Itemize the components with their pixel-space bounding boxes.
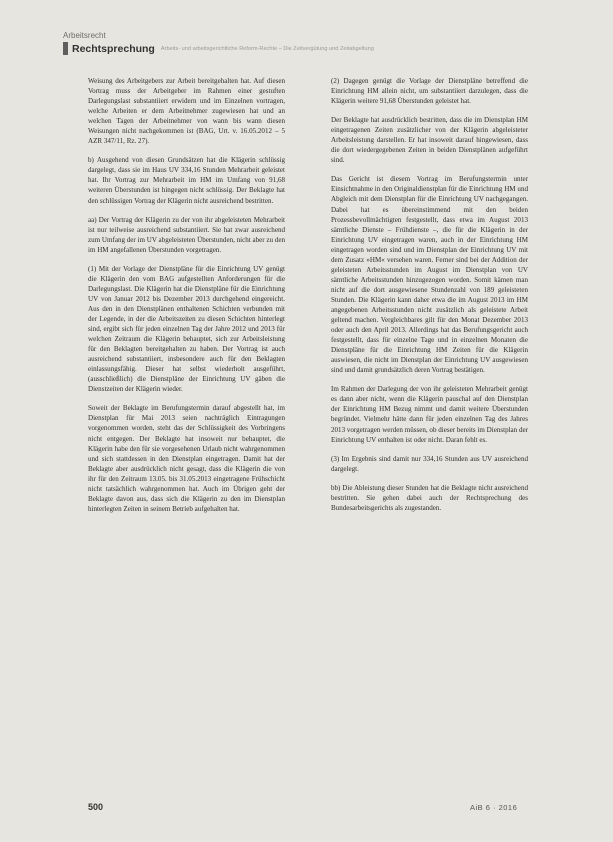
running-header bbox=[63, 42, 556, 55]
paragraph: bb) Die Ableistung dieser Stunden hat die Beklagte nicht ausreichend bestritten. Sie gehen dabei auch der Rechtsprechung des Bundesarbeitsgerichts als zugestanden. bbox=[331, 483, 528, 512]
left-column bbox=[88, 76, 285, 523]
right-column bbox=[331, 76, 528, 522]
paragraph: (2) Dagegen genügt die Vorlage der Dienstpläne betreffend die Einrichtung HM allein nicht, um substantiiert darzulegen, dass die Klägerin weitere 91,68 Überstunden geleistet hat. bbox=[331, 77, 528, 106]
paragraph: Soweit der Beklagte im Berufungstermin darauf abgestellt hat, im Dienstplan für Mai 2013 seien nachträglich Eintragungen vorgenommen worden, steht das der Schlüssigkeit des Vorbringens nicht entgegen. Der Beklagte hat insoweit nur behauptet, die Klägerin habe den für sie vorgesehenen Urlaub nicht wahrgenommen und sich stattdessen in den Dienstplan eingetragen. Damit hat der Beklagte aber ausdrücklich nicht gesagt, dass die Klägerin die von ihr für den Zeitraum 13.05. bis 31.05.2013 eingetragene Frühschicht nicht tatsächlich wahrgenommen hat. Auch im Übrigen geht der Beklagte davon aus, dass sich die Klägerin zu den im Dienstplan hinterlegten Zeiten in seinem Betrieb aufgehalten hat. bbox=[88, 404, 285, 513]
page-number: 500 bbox=[88, 802, 104, 812]
paragraph: (3) Im Ergebnis sind damit nur 334,16 Stunden aus UV ausreichend dargelegt. bbox=[331, 454, 528, 473]
header-title: Rechtsprechung bbox=[72, 42, 155, 55]
paragraph: (1) Mit der Vorlage der Dienstpläne für die Einrichtung UV genügt die Klägerin den vom BAG aufgestellten Anforderungen für die Darlegungslast. Die Klägerin hat die Dienstpläne für die Einrichtung UV von Januar 2012 bis Dezember 2013 durchgehend eingereicht. Aus den in den Dienstplänen enthaltenen Schichten verbunden mit der Legende, in der die Arbeitszeiten zu diesen Schichten hinterlegt sind, ergibt sich für jeden einzelnen Tag der Jahre 2012 und 2013 für welchen Zeitraum die Klägerin behauptet, sich zur Arbeitsleistung für den Beklagten bereitgehalten zu haben. Der Vortrag ist auch ausreichend substantiiert, insbesondere auch für den Beklagten einlassungsfähig. Dieser hat selbst wiederholt ausgeführt, (ausschließlich) die Dienstpläne der Einrichtung UV gäben die Dienstzeiten der Klägerin wieder. bbox=[88, 264, 285, 394]
paragraph: Das Gericht ist diesem Vortrag im Berufungstermin unter Einsichtnahme in den Originaldienstplan für die Einrichtung HM und Abgleich mit dem Dienstplan für die Einrichtung UV nachgegangen. Dabei hat es übereinstimmend mit den beiden Prozessbevollmächtigten festgestellt, dass etwa im August 2013 sämtliche Dienste – Frühdienste –, die für die Klägerin in der Einrichtung UV eingetragen waren, auch in der Einrichtung HM eingetragen worden sind und im Dienstplan der Einrichtung UV mit dem Zusatz »HM« versehen waren. Ferner sind bei der Addition der geleisteten Arbeitsstunden im August im Dienstplan von UV sämtliche Arbeitsstunden hinzugezogen worden. Somit kämen man nicht auf die dort ausgewiesene Stundenzahl von 189 geleisteten Stunden. Die Klägerin kann daher etwa die im August 2013 im HM angegebenen Arbeitsstunden nicht zusätzlich als geleistete Arbeit geltend machen. Vergleichbares gilt für den Monat Dezember 2013 oder auch den April 2013. Allerdings hat das Berufungsgericht auch festgestellt, dass für einzelne Tage und in einzelnen Monaten die Dienstpläne für die Einrichtung HM Zeiten für die Klägerin auswiesen, die nicht im Dienstplan der Einrichtung UV ausgewiesen sind und damit grundsätzlich deren Vortrag bestätigen. bbox=[331, 175, 528, 375]
paragraph: Weisung des Arbeitgebers zur Arbeit bereitgehalten hat. Auf diesen Vortrag muss der Arbeitgeber im Rahmen einer gestuften Darlegungslast substantiiert erwidern und im Einzelnen vortragen, welche Arbeiten er dem Arbeitnehmer zugewiesen hat und an welchen Tagen der Arbeitnehmer von wann bis wann diesen Weisungen nicht nachgekommen ist (BAG, Urt. v. 16.05.2012 – 5 AZR 347/11, Rz. 27). bbox=[88, 77, 285, 146]
journal-issue: AiB 6 · 2016 bbox=[470, 803, 518, 812]
header-subtitle: Arbeits- und arbeitsgerichtliche Reform-Rechte – Die Zeitvergütung und Zeitabgeltung bbox=[160, 45, 374, 52]
paragraph: Der Beklagte hat ausdrücklich bestritten, dass die im Dienstplan HM eingetragenen Zeiten zusätzlicher von der Klägerin abgeleisteter Arbeitsleistung darstellen. Er hat insoweit darauf hingewiesen, dass die dort wiedergegebenen Zeiten in beiden Dienstplänen aufgeführt sind. bbox=[331, 116, 528, 165]
section-label: Arbeitsrecht bbox=[63, 31, 106, 40]
paragraph: Im Rahmen der Darlegung der von ihr geleisteten Mehrarbeit genügt es dann aber nicht, wenn die Klägerin pauschal auf den Dienstplan der Einrichtung HM Bezug nimmt und damit weitere Überstunden begründet. Vielmehr hätte dann für jeden einzelnen Tag des Jahres 2013 vorgetragen werden müssen, ob dieser bereits im Dienstplan der Einrichtung UV enthalten ist oder nicht. Daran fehlt es. bbox=[331, 385, 528, 444]
header-accent-bar bbox=[63, 42, 68, 55]
paragraph: aa) Der Vortrag der Klägerin zu der von ihr abgeleisteten Mehrarbeit ist nur teilweise ausreichend substantiiert. Sie hat zwar ausreichend zum Umfang der im UV abgeleisteten Überstunden, nicht aber zu den im HM angefallenen Überstunden vorgetragen. bbox=[88, 215, 285, 254]
paragraph: b) Ausgehend von diesen Grundsätzen hat die Klägerin schlüssig dargelegt, dass sie im Haus UV 334,16 Stunden Mehrarbeit geleistet hat. Ihr Vortrag zur Mehrarbeit im HM im Umfang von 91,68 weiteren Überstunden ist hingegen nicht schlüssig. Der Beklagte hat den schlüssigen Vortrag der Klägerin nicht ausreichend bestritten. bbox=[88, 156, 285, 205]
